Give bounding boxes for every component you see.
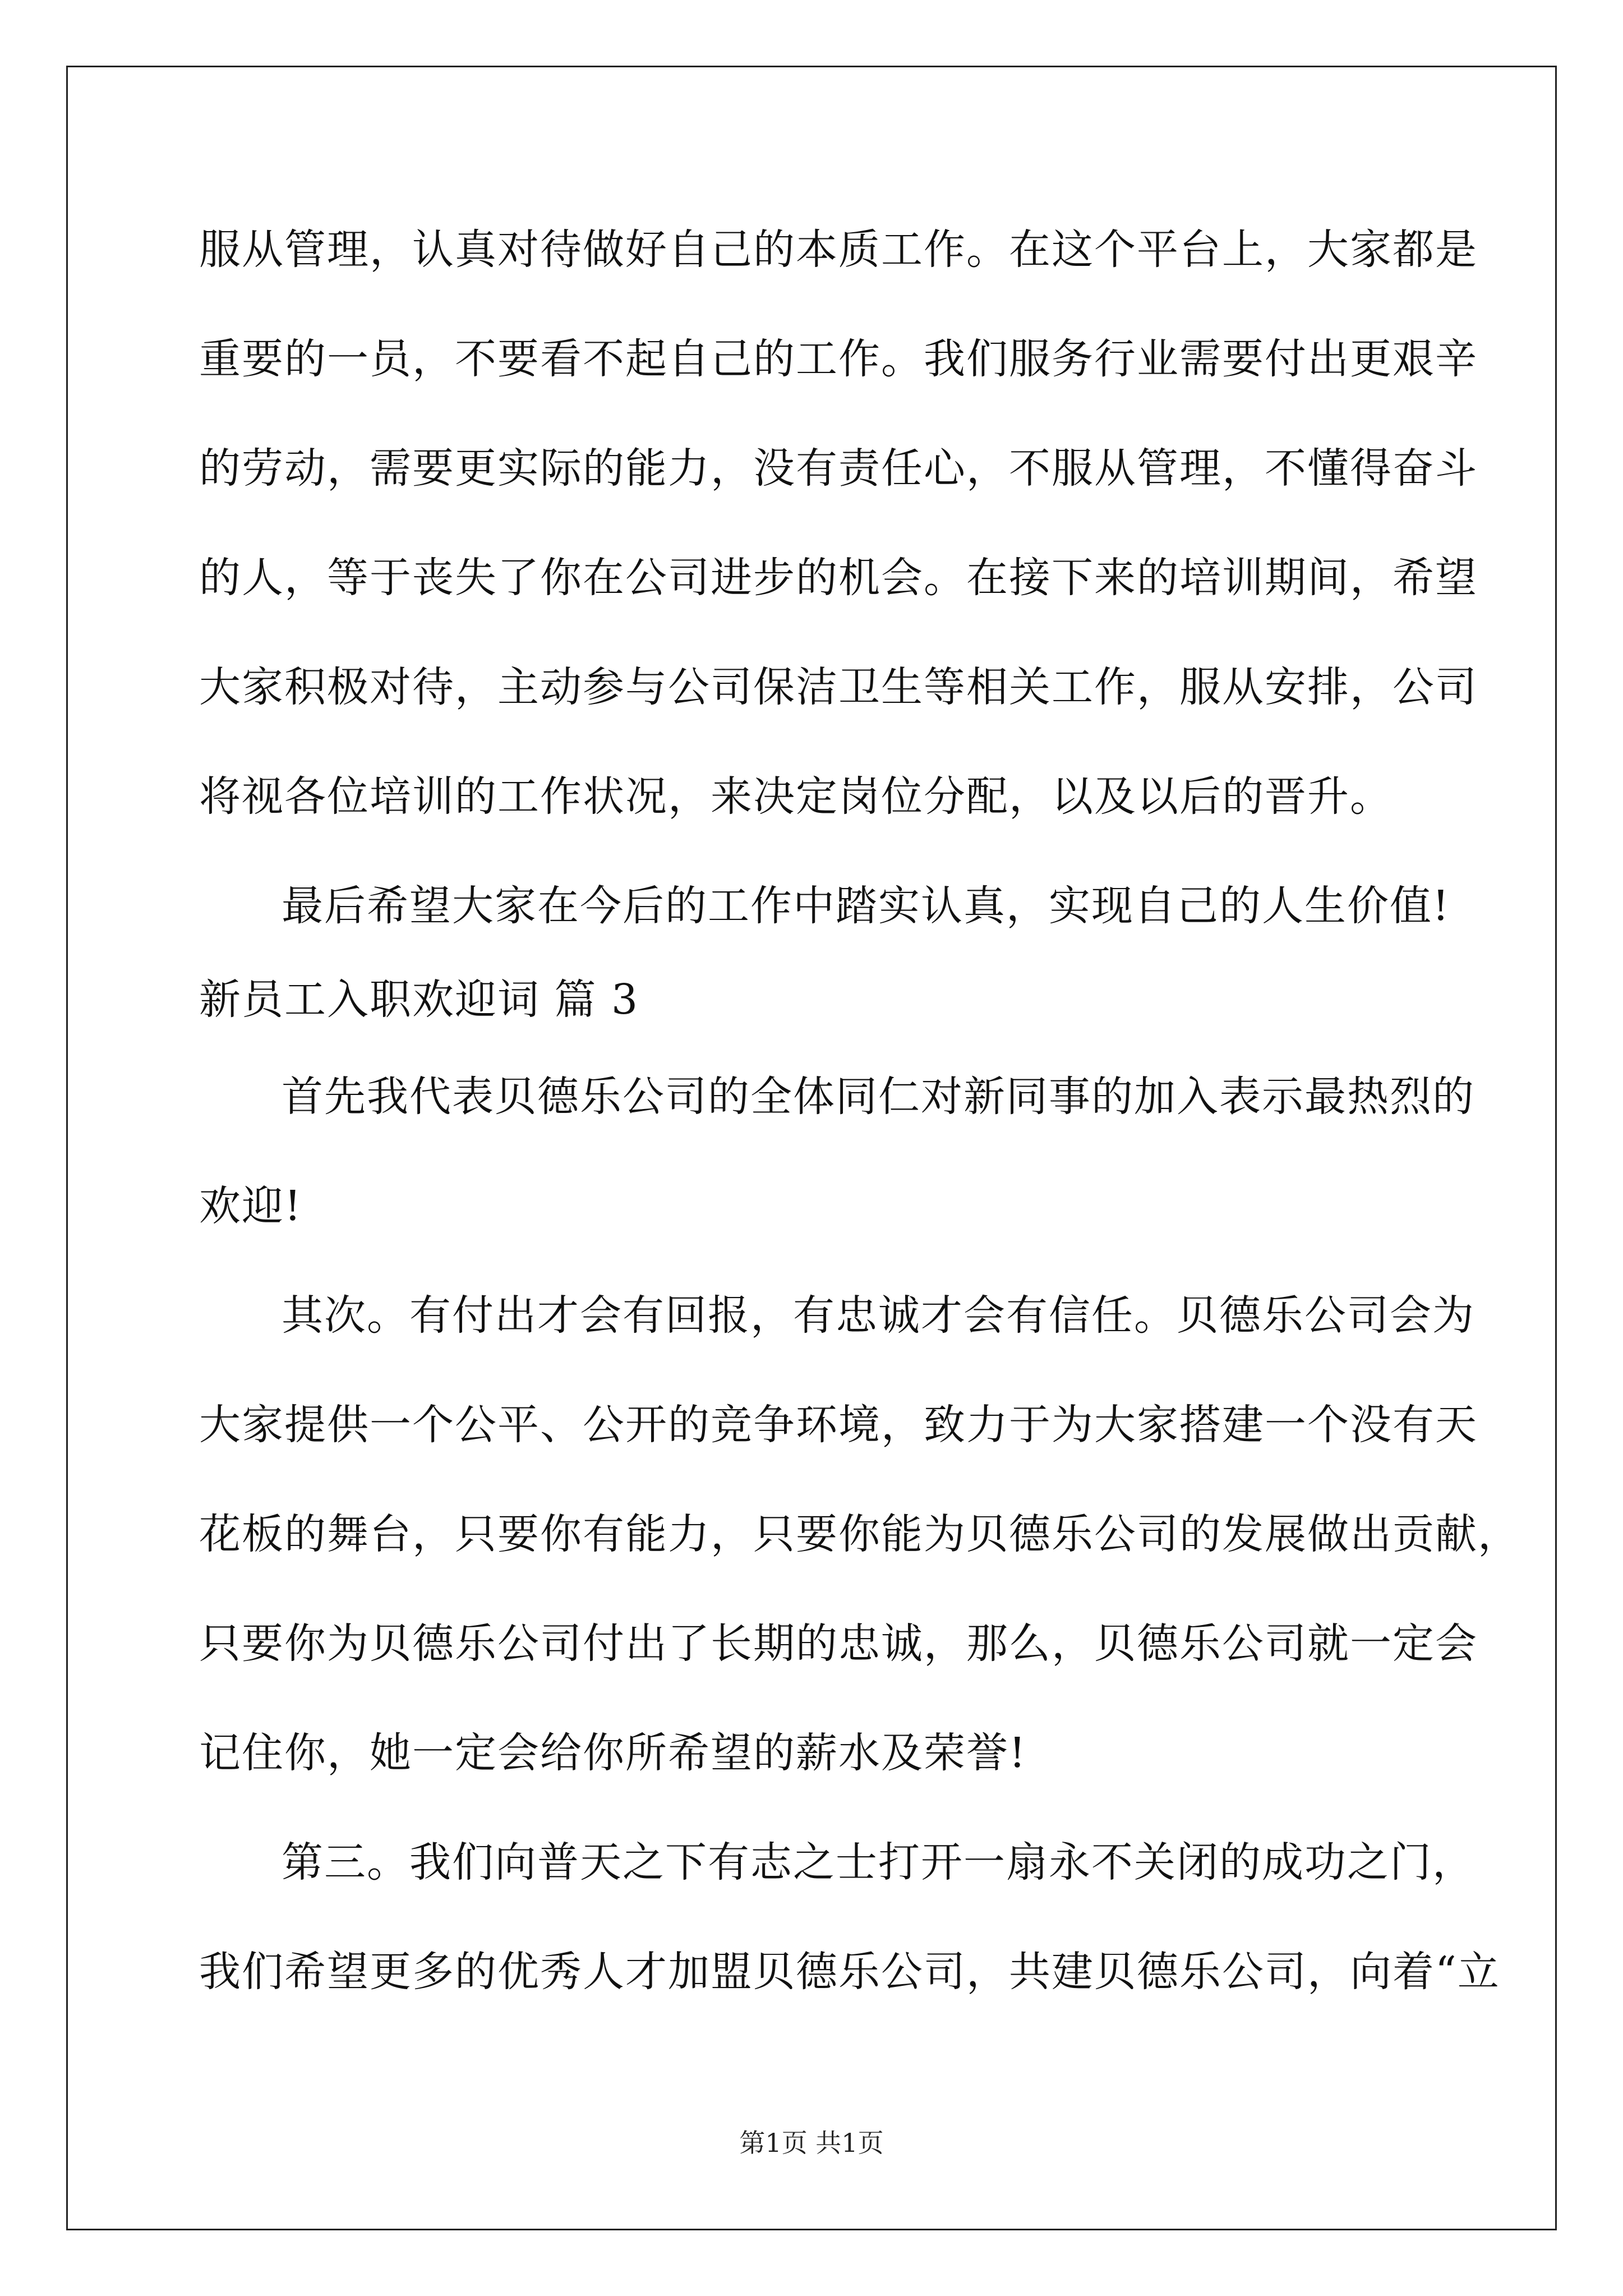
paragraph-line: 首先我代表贝德乐公司的全体同仁对新同事的加入表示最热烈的 (282, 1073, 1475, 1121)
paragraph-line: 将视各位培训的工作状况，来决定岗位分配，以及以后的晋升。 (199, 772, 1393, 821)
page-border (66, 66, 1557, 2230)
paragraph-line: 我们希望更多的优秀人才加盟贝德乐公司，共建贝德乐公司，向着“立 (199, 1948, 1500, 1996)
paragraph-line: 大家提供一个公平、公开的竞争环境，致力于为大家搭建一个没有天 (199, 1401, 1478, 1449)
paragraph-line: 大家积极对待，主动参与公司保洁卫生等相关工作，服从安排，公司 (199, 663, 1478, 711)
page-number: 第1页 共1页 (739, 2128, 884, 2158)
paragraph-line: 最后希望大家在今后的工作中踏实认真，实现自己的人生价值! (282, 882, 1450, 930)
paragraph-line: 记住你，她一定会给你所希望的薪水及荣誉! (199, 1729, 1027, 1777)
paragraph-line: 第三。我们向普天之下有志之士打开一扇永不关闭的成功之门， (282, 1838, 1475, 1887)
section-heading: 新员工入职欢迎词 篇 3 (199, 976, 639, 1024)
paragraph-line: 花板的舞台，只要你有能力，只要你能为贝德乐公司的发展做出贡献， (199, 1510, 1520, 1558)
paragraph-line: 只要你为贝德乐公司付出了长期的忠诚，那么，贝德乐公司就一定会 (199, 1619, 1478, 1668)
paragraph-line: 欢迎! (199, 1182, 302, 1230)
paragraph-line: 其次。有付出才会有回报，有忠诚才会有信任。贝德乐公司会为 (282, 1291, 1475, 1340)
paragraph-line: 的劳动，需要更实际的能力，没有责任心，不服从管理，不懂得奋斗 (199, 444, 1478, 493)
paragraph-line: 的人，等于丧失了你在公司进步的机会。在接下来的培训期间，希望 (199, 554, 1478, 602)
paragraph-line: 服从管理，认真对待做好自己的本质工作。在这个平台上，大家都是 (199, 226, 1478, 274)
paragraph-line: 重要的一员，不要看不起自己的工作。我们服务行业需要付出更艰辛 (199, 335, 1478, 383)
